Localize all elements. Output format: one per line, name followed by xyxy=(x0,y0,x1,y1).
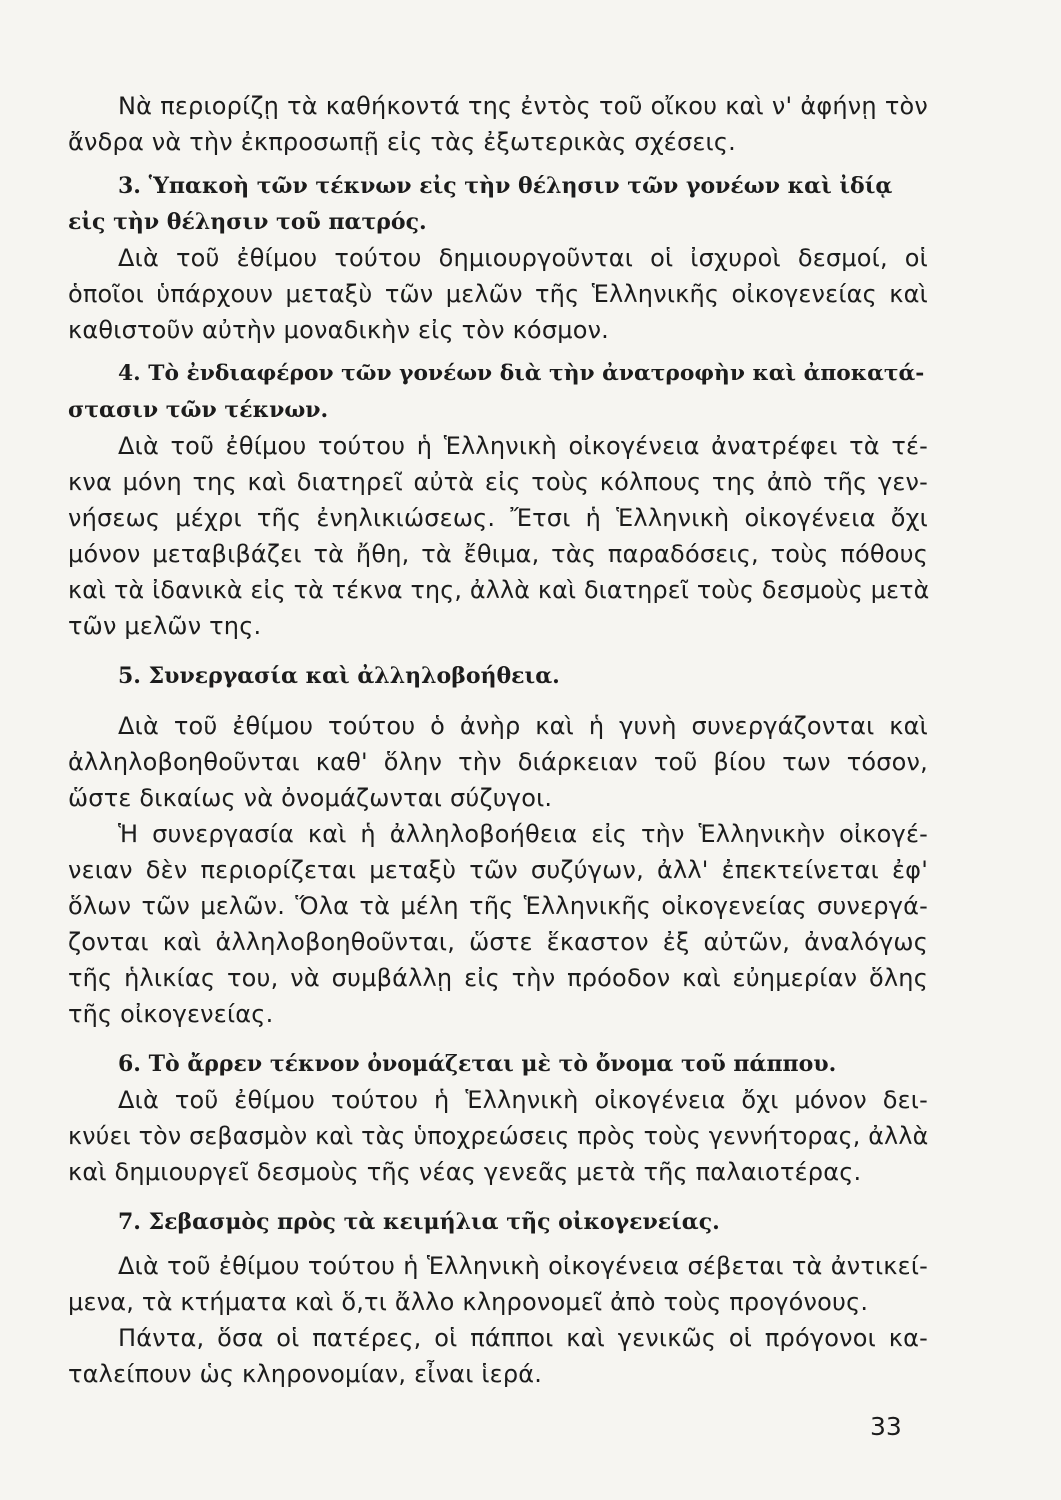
text-line: καθιστοῦν αὐτὴν μοναδικὴν εἰς τὸν κόσμον. xyxy=(68,316,610,344)
section-heading-6: 6. Τὸ ἄρρεν τέκνον ὀνομάζεται μὲ τὸ ὄνομα τοῦ πάππου. xyxy=(118,1051,837,1077)
section-heading-7: 7. Σεβασμὸς πρὸς τὰ κειμήλια τῆς οἰκογενείας. xyxy=(118,1209,720,1235)
text-line: ὁποῖοι ὑπάρχουν μεταξὺ τῶν μελῶν τῆς Ἑλληνικῆς οἰκογενείας καὶ xyxy=(68,280,928,308)
text-line: ἄνδρα νὰ τὴν ἐκπροσωπῇ εἰς τὰς ἐξωτερικὰς σχέσεις. xyxy=(68,128,736,156)
text-line: ὅλων τῶν μελῶν. Ὅλα τὰ μέλη τῆς Ἑλληνικῆς οἰκογενείας συνεργά- xyxy=(68,892,928,920)
text-line: Διὰ τοῦ ἐθίμου τούτου δημιουργοῦνται οἱ ἰσχυροὶ δεσμοί, οἱ xyxy=(118,244,928,272)
text-line: μενα, τὰ κτήματα καὶ ὅ,τι ἄλλο κληρονομεῖ ἀπὸ τοὺς προγόνους. xyxy=(68,1288,869,1316)
text-line: τῶν μελῶν της. xyxy=(68,612,262,640)
text-line: Διὰ τοῦ ἐθίμου τούτου ἡ Ἑλληνικὴ οἰκογένεια ἀνατρέφει τὰ τέ- xyxy=(118,432,928,460)
section-heading-3: 3. Ὑπακοὴ τῶν τέκνων εἰς τὴν θέλησιν τῶν γονέων καὶ ἰδίᾳ xyxy=(118,173,893,199)
text-line: ταλείπουν ὡς κληρονομίαν, εἶναι ἱερά. xyxy=(68,1360,543,1388)
text-line: κνα μόνη της καὶ διατηρεῖ αὐτὰ εἰς τοὺς κόλπους της ἀπὸ τῆς γεν- xyxy=(68,468,928,496)
section-heading-3-cont: εἰς τὴν θέλησιν τοῦ πατρός. xyxy=(68,209,427,235)
text-line: ζονται καὶ ἀλληλοβοηθοῦνται, ὥστε ἕκαστον ἐξ αὐτῶν, ἀναλόγως xyxy=(68,928,928,956)
section-heading-4: 4. Τὸ ἐνδιαφέρον τῶν γονέων διὰ τὴν ἀνατροφὴν καὶ ἀποκατά- xyxy=(118,361,925,386)
text-line: Ἡ συνεργασία καὶ ἡ ἀλληλοβοήθεια εἰς τὴν Ἑλληνικὴν οἰκογέ- xyxy=(118,820,928,848)
text-line: Νὰ περιορίζῃ τὰ καθήκοντά της ἐντὸς τοῦ οἴκου καὶ ν' ἀφήνῃ τὸν xyxy=(118,92,928,120)
text-line: νειαν δὲν περιορίζεται μεταξὺ τῶν συζύγων, ἀλλ' ἐπεκτείνεται ἐφ' xyxy=(68,856,928,884)
text-line: καὶ δημιουργεῖ δεσμοὺς τῆς νέας γενεᾶς μετὰ τῆς παλαιοτέρας. xyxy=(68,1158,862,1186)
text-line: Πάντα, ὅσα οἱ πατέρες, οἱ πάπποι καὶ γενικῶς οἱ πρόγονοι κα- xyxy=(118,1324,928,1352)
text-line: κνύει τὸν σεβασμὸν καὶ τὰς ὑποχρεώσεις πρὸς τοὺς γεννήτορας, ἀλλὰ xyxy=(68,1122,929,1150)
text-line: τῆς οἰκογενείας. xyxy=(68,1000,274,1028)
text-line: ὥστε δικαίως νὰ ὀνομάζωνται σύζυγοι. xyxy=(68,784,553,812)
text-line: μόνον μεταβιβάζει τὰ ἤθη, τὰ ἔθιμα, τὰς παραδόσεις, τοὺς πόθους xyxy=(68,540,928,568)
section-heading-5: 5. Συνεργασία καὶ ἀλληλοβοήθεια. xyxy=(118,663,560,689)
book-page-text xyxy=(68,88,928,1392)
text-line: ἀλληλοβοηθοῦνται καθ' ὅλην τὴν διάρκειαν τοῦ βίου των τόσον, xyxy=(68,748,928,776)
text-line: τῆς ἡλικίας του, νὰ συμβάλλῃ εἰς τὴν πρόοδον καὶ εὐημερίαν ὅλης xyxy=(68,964,928,992)
text-line: Διὰ τοῦ ἐθίμου τούτου ὁ ἀνὴρ καὶ ἡ γυνὴ συνεργάζονται καὶ xyxy=(118,712,928,740)
text-line: νήσεως μέχρι τῆς ἐνηλικιώσεως. Ἔτσι ἡ Ἑλληνικὴ οἰκογένεια ὄχι xyxy=(68,504,928,532)
text-line: καὶ τὰ ἰδανικὰ εἰς τὰ τέκνα της, ἀλλὰ καὶ διατηρεῖ τοὺς δεσμοὺς μετὰ xyxy=(68,576,930,604)
page-number: 33 xyxy=(870,1412,902,1441)
text-line: Διὰ τοῦ ἐθίμου τούτου ἡ Ἑλληνικὴ οἰκογένεια ὄχι μόνον δει- xyxy=(118,1086,928,1114)
text-line: Διὰ τοῦ ἐθίμου τούτου ἡ Ἑλληνικὴ οἰκογένεια σέβεται τὰ ἀντικεί- xyxy=(118,1252,928,1280)
section-heading-4-cont: στασιν τῶν τέκνων. xyxy=(68,397,329,423)
